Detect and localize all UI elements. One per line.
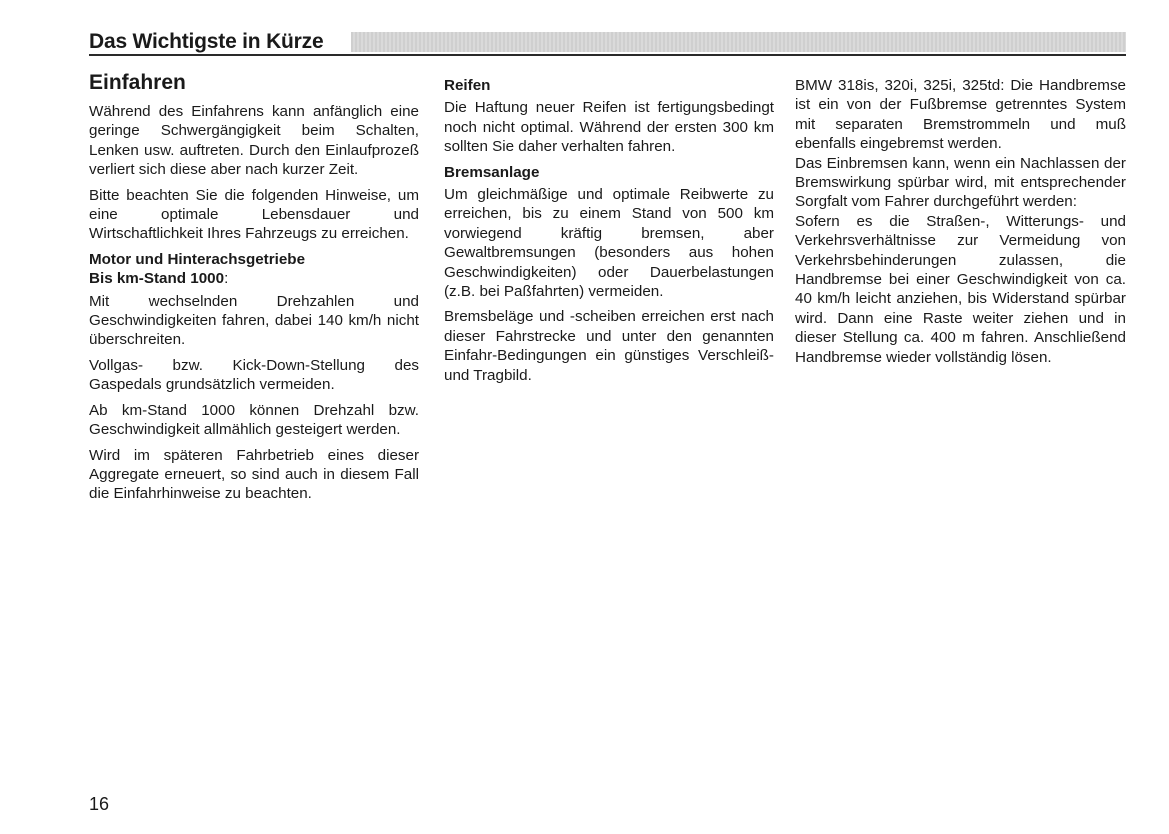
paragraph: Während des Einfahrens kann anfänglich eine geringe Schwergängigkeit beim Schalten, Lenken usw. auftreten. Durch den Einlaufprozeß verliert sich diese aber nach kurzer Zeit. [89,103,419,179]
subsection-heading-text: Bis km-Stand 1000 [89,270,225,288]
section-heading-einfahren: Einfahren [89,71,186,94]
page-number: 16 [89,794,110,814]
paragraph: Vollgas- bzw. Kick-Down-Stellung des Gaspedals grundsätzlich vermeiden. [89,356,419,394]
paragraph: Das Einbremsen kann, wenn ein Nachlassen der Bremswirkung spürbar wird, mit entsprechender Sorgfalt vom Fahrer durchgeführt werden: [795,154,1126,211]
paragraph: Die Haftung neuer Reifen ist fertigungsbedingt noch nicht optimal. Während der ersten 300 km sollten Sie daher verhalten fahren. [444,99,774,156]
column-middle [444,76,774,391]
subsection-heading-colon: : [224,270,229,288]
column-right [795,76,1126,373]
paragraph: Bremsbeläge und -scheiben erreichen erst nach dieser Fahrstrecke und unter den genannten Einfahr-Bedingungen ein günstiges Verschleiß- und Tragbild. [444,308,774,384]
paragraph: Um gleichmäßige und optimale Reibwerte zu erreichen, bis zu einem Stand von 500 km vorwiegend kräftig bremsen, aber Gewaltbremsungen (besonders aus hohen Geschwindigkeiten) oder Dauerbelastungen (z.B. bei Paßfahrten) vermeiden. [444,186,774,301]
section-heading-reifen: Reifen [444,77,491,94]
page-header-title: Das Wichtigste in Kürze [89,30,331,54]
page-header [89,28,1126,56]
header-shaded-bar [351,32,1126,52]
column-left [89,70,419,510]
paragraph: Mit wechselnden Drehzahlen und Geschwindigkeiten fahren, dabei 140 km/h nicht überschreiten. [89,292,419,349]
header-rule [89,54,1126,56]
section-heading-bremsanlage: Bremsanlage [444,163,540,181]
subsection-heading-motor [89,250,419,289]
paragraph: Sofern es die Straßen-, Witterungs- und Verkehrsverhältnisse zur Vermeidung von Verkehrsbehinderungen zulassen, die Handbremse bei einer Geschwindigkeit von ca. 40 km/h leicht anziehen, bis Widerstand spürbar wird. Dann eine Raste weiter ziehen und in dieser Stellung ca. 400 m fahren. Anschließend Handbremse wieder vollständig lösen. [795,212,1126,366]
paragraph: Ab km-Stand 1000 können Drehzahl bzw. Geschwindigkeit allmählich gesteigert werden. [89,401,419,439]
subsection-heading-line: Motor und Hinterachsgetriebe [89,250,306,268]
paragraph: Wird im späteren Fahrbetrieb eines dieser Aggregate erneuert, so sind auch in diesem Fall die Einfahrhinweise zu beachten. [89,446,419,503]
subsection-heading-line [89,269,419,288]
paragraph: Bitte beachten Sie die folgenden Hinweise, um eine optimale Lebensdauer und Wirtschaftlichkeit Ihres Fahrzeugs zu erreichen. [89,186,419,243]
paragraph: BMW 318is, 320i, 325i, 325td: Die Handbremse ist ein von der Fußbremse getrenntes System mit separaten Bremstrommeln und muß ebenfalls eingebremst werden. [795,77,1126,153]
